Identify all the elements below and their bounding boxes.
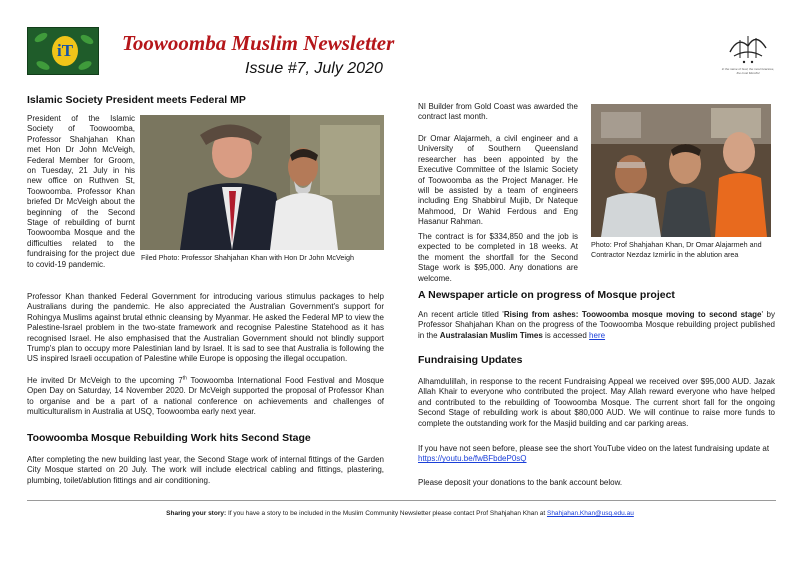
- footer-divider: [27, 500, 776, 501]
- article2-para1: After completing the new building last year, the Second Stage work of internal fittings of the Garden City Mosque started on 20 July. The work will include electrical cabling and fittings, plastering, plumbing, toilet/ablution fittings and air conditioning.: [27, 455, 384, 485]
- photo1-caption: Filed Photo: Professor Shahjahan Khan with Hon Dr John McVeigh: [141, 253, 354, 262]
- fundraising-para3: Please deposit your donations to the bank account below.: [418, 478, 623, 487]
- issue-label: Issue #7, July 2020: [245, 60, 383, 77]
- article2-para3: Dr Omar Alajarmeh, a civil engineer and a University of Southern Queensland researcher has been appointed by the Executive Committee of the Islamic Society of Toowoomba as the Project Manager. He will be assisted by a team of engineers including Eng Shabbirul Mujib, Dr Nateque Mahmood, Dr Wahid Ferdous and Eng Hasanur Rahman.: [418, 134, 578, 227]
- photo-khan-mcveigh: [140, 115, 384, 250]
- youtube-video-link[interactable]: https://youtu.be/fwBFbdeP0sQ: [418, 454, 527, 464]
- contact-email-link[interactable]: Shahjahan.Khan@usq.edu.au: [546, 510, 634, 517]
- article1-para3: He invited Dr McVeigh to the upcoming 7th Toowoomba International Food Festival and Mosque Open Day on Saturday, 14 November 2020. Dr McVeigh supported the proposal of Professor Khan to organise and be a part of a national conference on achievements and challenges of multiculturalism in Australia at USQ, Toowoomba early next year.: [27, 375, 385, 417]
- article-link-here[interactable]: here: [589, 330, 606, 340]
- article-heading-federal-mp: Islamic Society President meets Federal MP: [27, 94, 246, 106]
- fundraising-para2: If you have not seen before, please see the short YouTube video on the latest fundraising update at https://youtu.be/fwBFbdeP0sQ: [418, 444, 770, 464]
- article2-para4: The contract is for $334,850 and the job is expected to be completed in 18 weeks. At the moment the shortfall for the Second Stage work is $95,000. Any donations are welcome.: [418, 232, 578, 283]
- article-heading-fundraising: Fundraising Updates: [418, 354, 523, 366]
- article-heading-newspaper: A Newspaper article on progress of Mosque project: [418, 289, 675, 301]
- fundraising-para1: Alhamdulillah, in response to the recent Fundraising Appeal we received over $95,000 AUD. Jazak Allah Khair to everyone who contributed the project. May Allah reward everyone who have helped and contributed to the rebuilding of Toowoomba Mosque. The current short fall for the ongoing Second Stage of rebuilding work is about $80,000 AUD. We will continue to raise more funds to complete the outstanding work for the Masjid building and car parking areas.: [418, 377, 775, 428]
- newsletter-title: Toowoomba Muslim Newsletter: [122, 31, 395, 55]
- footer: [0, 509, 800, 518]
- footer-text: If you have a story to be included in the Muslim Community Newsletter please contact Prof Shahjahan Khan at: [226, 510, 547, 517]
- article1-para2: Professor Khan thanked Federal Government for introducing various stimulus packages to help Australians during the pandemic. He also appreciated the Australian Government's support for Rohingya Muslims against brutal ethnic cleansing by Myanmar. He asked the Federal MP to view the Palestine-Israel problem in the two-state framework and recognise Palestine Statehood as it has recognised Israel. He also emphasised that the Australian Government should not blindly support Trump's plan to occupy more Palestinian land by Israel. It is sad to see that Australia is following the US inspired Israeli occupation of Palestine while Europe is opposing the illegal occupation.: [27, 292, 384, 364]
- calligraphy-seal-icon: [720, 22, 776, 78]
- publication-name: Australasian Muslim Times: [439, 330, 543, 340]
- article1-intro: President of the Islamic Society of Toowoomba, Professor Shahjahan Khan met Hon Dr John McVeigh, Federal Member for Groom, on Tuesday, 21 July in his new office on Ruthven St, Toowoomba. Professor Khan briefed Dr McVeigh about the beginning of the Second Stage of rebuilding of burnt Toowoomba Mosque and the difficulties related to the fundraising for the project due to covid-19 pandemic.: [27, 114, 135, 269]
- footer-label: Sharing your story:: [166, 510, 227, 517]
- society-logo-icon: iT: [27, 27, 99, 75]
- seal-caption: In the name of God, the most Gracious, the most Merciful: [721, 67, 775, 75]
- photo-ablution-area: [591, 104, 771, 237]
- article-title-bold: Rising from ashes: Toowoomba mosque moving to second stage: [503, 310, 762, 319]
- photo2-caption: Photo: Prof Shahjahan Khan, Dr Omar Alajarmeh and Contractor Nezdaz Izmirlic in the ablution area: [591, 240, 762, 259]
- article3-body: An recent article titled 'Rising from ashes: Toowoomba mosque moving to second stage' by Professor Shahjahan Khan on the progress of the Toowoomba Mosque rebuilding project published in the Australasian Muslim Times is accessed here: [418, 310, 775, 340]
- article2-para2: NI Builder from Gold Coast was awarded the contract last month.: [418, 102, 578, 122]
- article-heading-rebuilding: Toowoomba Mosque Rebuilding Work hits Second Stage: [27, 432, 311, 444]
